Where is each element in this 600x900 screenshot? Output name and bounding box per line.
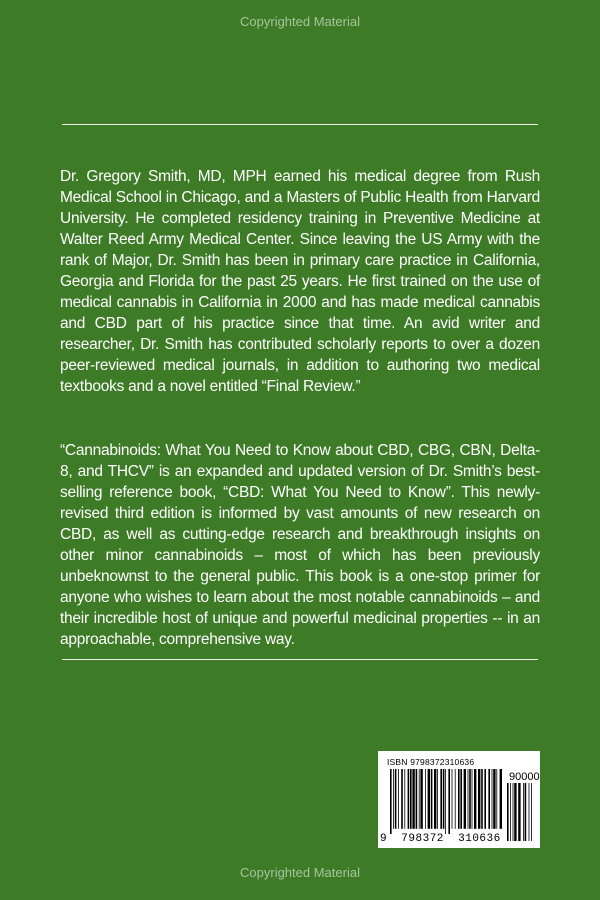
barcode-bars: [390, 769, 504, 834]
author-bio: Dr. Gregory Smith, MD, MPH earned his medical degree from Rush Medical School in Chicago, and a Masters of Public Health from Harvard University. He completed residency training in Preventive Medicine at Walter Reed Army Medical Center. Since leaving the US Army with the rank of Major, Dr. Smith has been in primary care practice in California, Georgia and Florida for the past 25 years. He first trained on the use of medical cannabis in California in 2000 and has made medical cannabis and CBD part of his practice since that time. An avid writer and researcher, Dr. Smith has contributed scholarly reports to over a dozen peer-reviewed medical journals, in addition to authoring two medical textbooks and a novel entitled “Final Review.”: [60, 168, 540, 395]
barcode-digits: 9 798372 310636: [380, 833, 501, 845]
divider-bottom: [62, 659, 538, 660]
watermark-top: Copyrighted Material: [240, 14, 360, 29]
isbn-barcode: [378, 751, 540, 848]
watermark-bottom: Copyrighted Material: [240, 865, 360, 880]
divider-top: [62, 124, 538, 125]
price-code: 90000: [509, 771, 540, 783]
addon-barcode-bars: [507, 783, 534, 841]
book-description: “Cannabinoids: What You Need to Know about CBD, CBG, CBN, Delta-8, and THCV” is an expanded and updated version of Dr. Smith’s best-selling reference book, “CBD: What You Need to Know”. This newly-revised third edition is informed by vast amounts of new research on CBD, as well as cutting-edge research and breakthrough insights on other minor cannabinoids – most of which has been previously unbeknownst to the general public. This book is a one-stop primer for anyone who wishes to learn about the most notable cannabinoids – and their incredible host of unique and powerful medicinal properties -- in an approachable, comprehensive way.: [60, 442, 540, 648]
isbn-label: ISBN 9798372310636: [387, 757, 475, 767]
